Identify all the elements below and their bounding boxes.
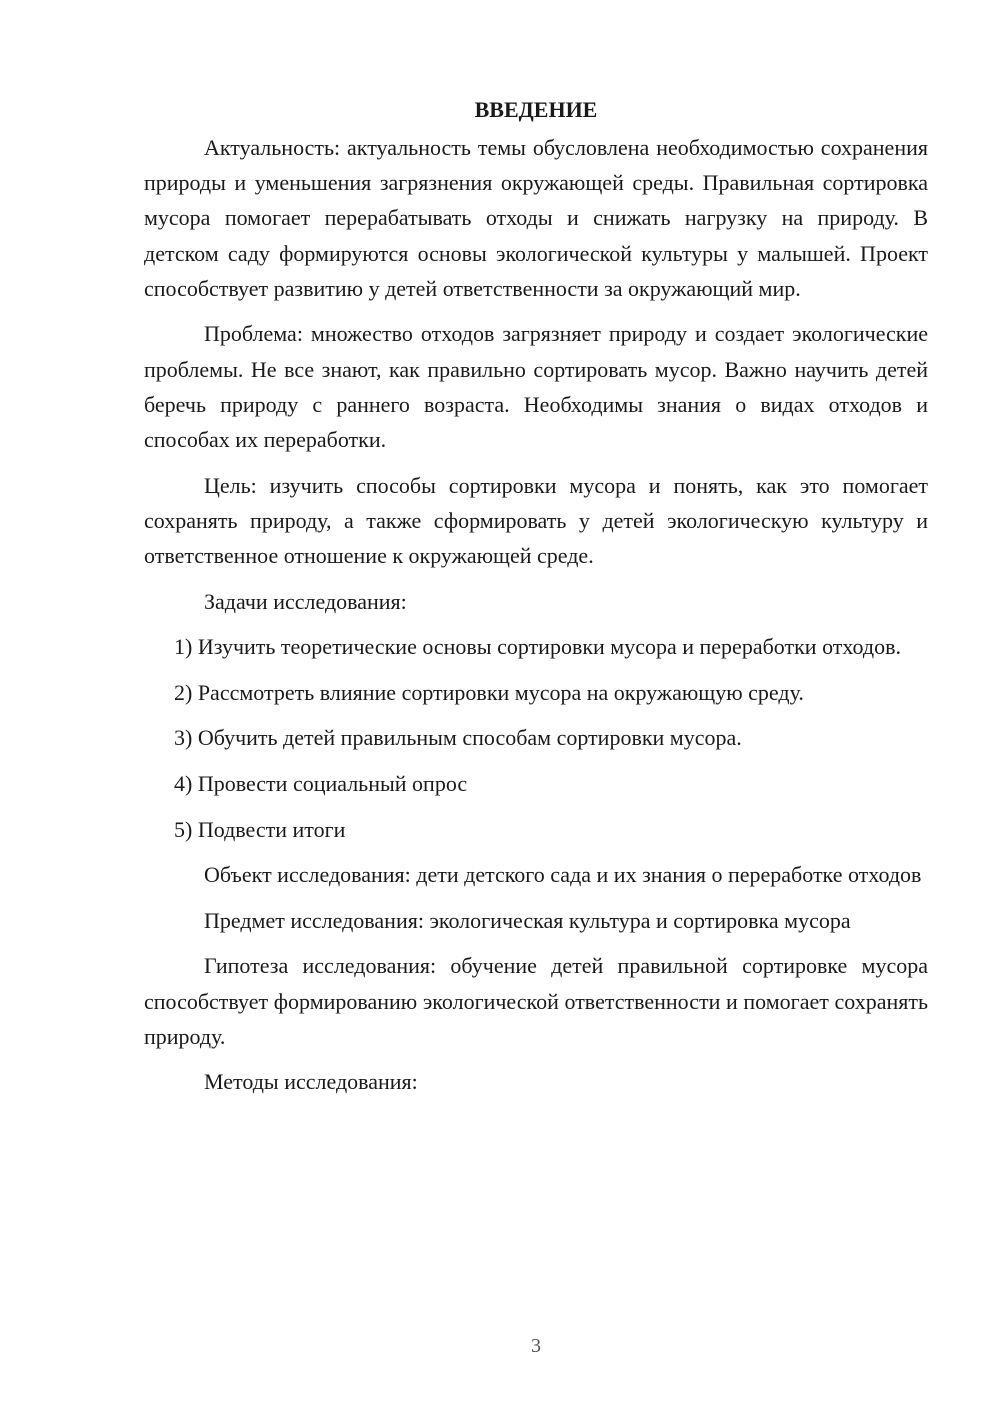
methods-heading: Методы исследования: [204, 1069, 418, 1095]
task-item-2: 2) Рассмотреть влияние сортировки мусора на окружающую среду. [174, 679, 804, 705]
paragraph-hypothesis: Гипотеза исследования: обучение детей правильной сортировке мусора способствует формированию экологической ответственности и помогает сохранять природу. [144, 953, 928, 1049]
paragraph-relevance: Актуальность: актуальность темы обусловлена необходимостью сохранения природы и уменьшения загрязнения окружающей среды. Правильная сортировка мусора помогает перерабатывать отходы и снижать нагрузку на природу. В детском саду формируются основы экологической культуры у малышей. Проект способствует развитию у детей ответственности за окружающий мир. [144, 135, 928, 301]
task-item-5: 5) Подвести итоги [174, 816, 346, 842]
task-item-1: 1) Изучить теоретические основы сортировки мусора и переработки отходов. [174, 634, 901, 660]
paragraph-object: Объект исследования: дети детского сада и их знания о переработке отходов [204, 862, 922, 888]
tasks-heading: Задачи исследования: [204, 588, 407, 614]
page-number: 3 [531, 1335, 541, 1357]
paragraph-goal: Цель: изучить способы сортировки мусора и понять, как это помогает сохранять природу, а также сформировать у детей экологическую культуру и ответственное отношение к окружающей среде. [144, 472, 928, 569]
task-item-3: 3) Обучить детей правильным способам сортировки мусора. [174, 725, 742, 751]
document-page [144, 92, 928, 1110]
paragraph-problem: Проблема: множество отходов загрязняет природу и создает экологические проблемы. Не все знают, как правильно сортировать мусор. Важно научить детей беречь природу с раннего возраста. Необходимы знания о видах отходов и способах их переработки. [144, 321, 928, 453]
task-item-4: 4) Провести социальный опрос [174, 770, 468, 796]
section-title: ВВЕДЕНИЕ [474, 97, 598, 122]
paragraph-subject: Предмет исследования: экологическая культура и сортировка мусора [204, 907, 851, 933]
